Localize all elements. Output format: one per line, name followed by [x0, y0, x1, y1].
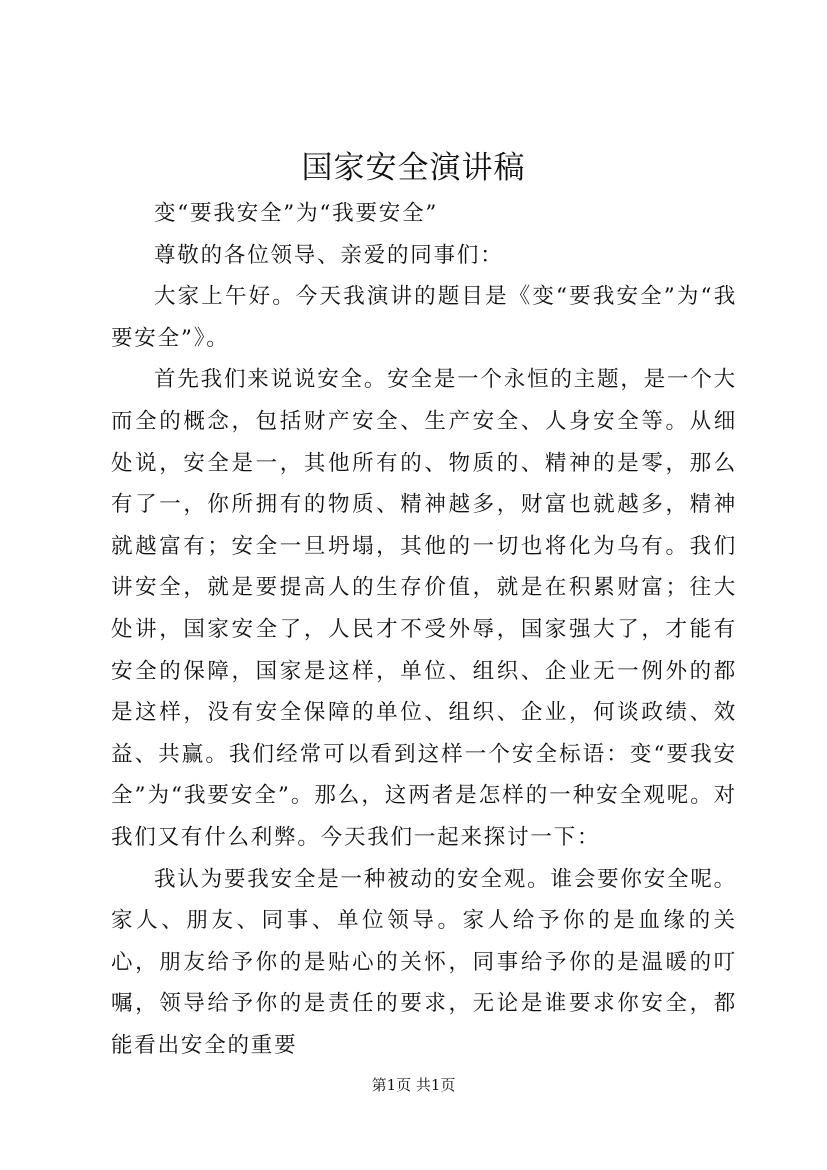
page-footer: 第1页 共1页 [371, 1076, 456, 1094]
greeting-paragraph: 大家上午好。今天我演讲的题目是《变“要我安全”为“我要安全”》。 [111, 284, 737, 351]
document-body [111, 193, 737, 1066]
salutation-paragraph: 尊敬的各位领导、亲爱的同事们： [154, 242, 504, 268]
safety-concept-paragraph: 首先我们来说说安全。安全是一个永恒的主题，是一个大而全的概念，包括财产安全、生产安全、人身安全等。从细处说，安全是一，其他所有的、物质的、精神的是零，那么有了一，你所拥有的物质、精神越多，财富也就越多，精神就越富有；安全一旦坍塌，其他的一切也将化为乌有。我们讲安全，就是要提高人的生存价值，就是在积累财富；往大处讲，国家安全了，人民才不受外辱，国家强大了，才能有安全的保障，国家是这样，单位、组织、企业无一例外的都是这样，没有安全保障的单位、组织、企业，何谈政绩、效益、共赢。我们经常可以看到这样一个安全标语：变“要我安全”为“我要安全”。那么，这两者是怎样的一种安全观呢。对我们又有什么利弊。今天我们一起来探讨一下： [111, 367, 737, 850]
passive-safety-paragraph: 我认为要我安全是一种被动的安全观。谁会要你安全呢。家人、朋友、同事、单位领导。家人给予你的是血缘的关心，朋友给予你的是贴心的关怀，同事给予你的是温暖的叮嘱，领导给予你的是责任的要求，无论是谁要求你安全，都能看出安全的重要 [111, 866, 737, 1058]
subtitle-paragraph: 变“要我安全”为“我要安全” [154, 201, 439, 226]
document-title: 国家安全演讲稿 [301, 150, 526, 186]
